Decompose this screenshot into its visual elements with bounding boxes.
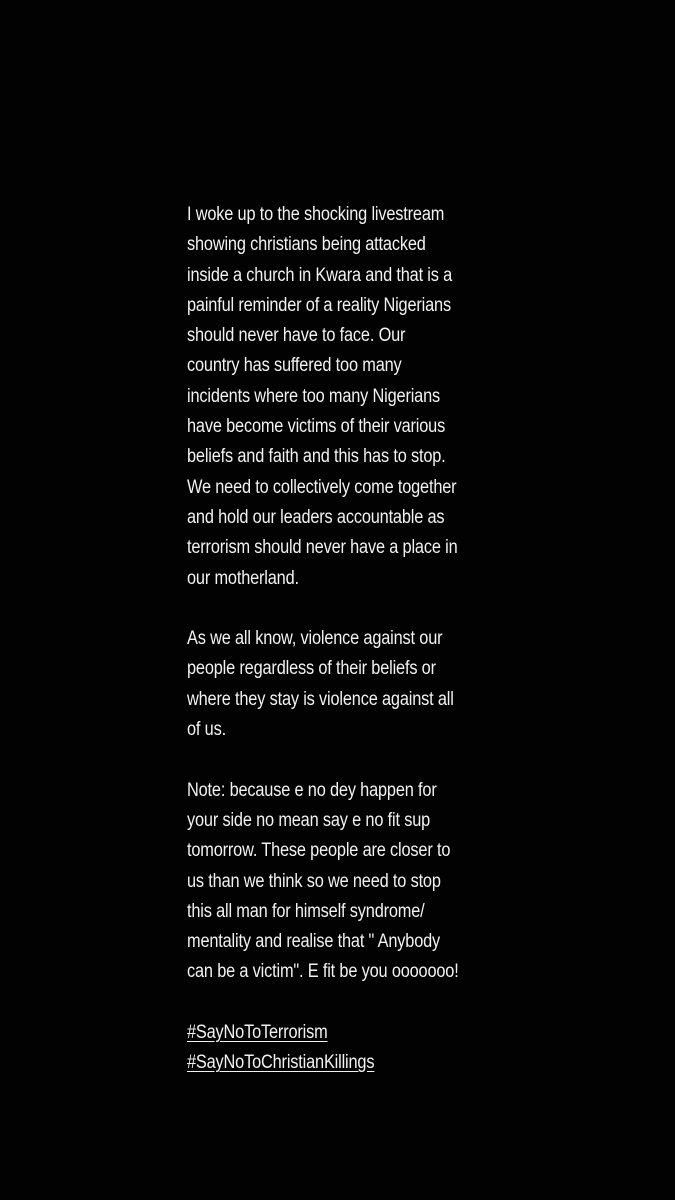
text-line: We need to collectively come together — [187, 476, 457, 498]
text-line: I woke up to the shocking livestream — [187, 204, 445, 225]
text-line: As we all know, violence against our — [187, 628, 443, 650]
paragraph-spacer — [187, 594, 517, 624]
text-line: can be a victim". E fit be you ooooooo! — [187, 961, 459, 983]
paragraph-1 — [187, 200, 517, 594]
paragraph-spacer — [187, 745, 517, 775]
text-line: tomorrow. These people are closer to — [187, 840, 451, 862]
paragraph-spacer — [187, 988, 517, 1018]
text-line: and hold our leaders accountable as — [187, 506, 445, 528]
text-line: our motherland. — [187, 567, 299, 589]
text-line: have become victims of their various — [187, 416, 446, 438]
text-line: this all man for himself syndrome/ — [187, 900, 425, 922]
text-line: of us. — [187, 719, 226, 741]
text-line: country has suffered too many — [187, 355, 402, 377]
paragraph-2 — [187, 624, 517, 745]
hashtag-list — [187, 1018, 517, 1079]
text-line: terrorism should never have a place in — [187, 537, 458, 559]
text-line: inside a church in Kwara and that is a — [187, 264, 453, 286]
text-line: your side no mean say e no fit sup — [187, 809, 431, 831]
text-line: showing christians being attacked — [187, 234, 426, 256]
hashtag-row — [187, 1018, 517, 1048]
text-line: should never have to face. Our — [187, 325, 406, 347]
hashtag-link-say-no-to-terrorism[interactable]: #SayNoToTerrorism — [187, 1022, 328, 1044]
text-line: Note: because e no dey happen for — [187, 779, 437, 801]
paragraph-3 — [187, 776, 517, 988]
text-line: painful reminder of a reality Nigerians — [187, 294, 451, 316]
text-line: us than we think so we need to stop — [187, 870, 441, 892]
text-line: where they stay is violence against all — [187, 688, 454, 710]
text-line: beliefs and faith and this has to stop. — [187, 446, 446, 468]
text-line: incidents where too many Nigerians — [187, 385, 441, 407]
text-line: people regardless of their beliefs or — [187, 658, 436, 680]
story-text-block — [187, 200, 517, 1079]
hashtag-link-say-no-to-christian-killings[interactable]: #SayNoToChristianKillings — [187, 1052, 375, 1074]
text-line: mentality and realise that " Anybody — [187, 931, 441, 953]
hashtag-row — [187, 1048, 517, 1078]
